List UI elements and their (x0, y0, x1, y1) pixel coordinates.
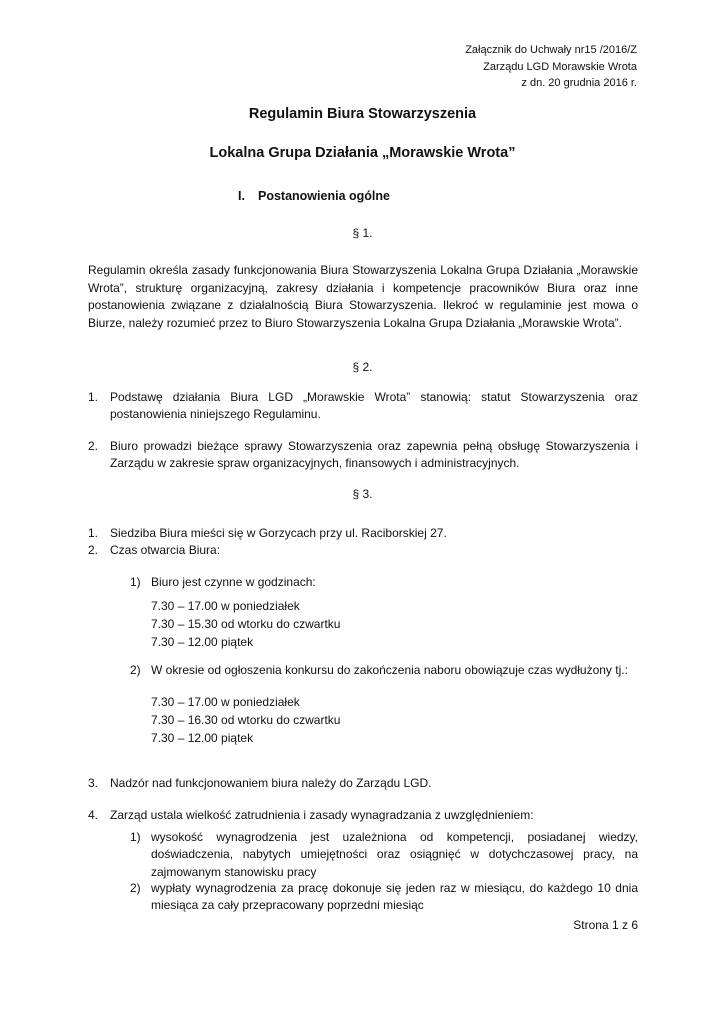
extended-hours-list (151, 693, 340, 747)
hours-line: 7.30 – 12.00 piątek (151, 635, 254, 649)
list-item (88, 389, 638, 424)
item-number: 1. (88, 526, 99, 540)
document-title: Regulamin Biura Stowarzyszenia (248, 106, 477, 122)
sub-item-number: 1) (130, 575, 141, 589)
header-line-3: z dn. 20 grudnia 2016 r. (521, 77, 637, 89)
hours-line: 7.30 – 17.00 w poniedziałek (151, 599, 300, 613)
section-heading (238, 189, 390, 203)
sub-item-text: wypłaty wynagrodzenia za pracę dokonuje się jeden raz w miesiącu, do każdego 10 dnia miesiąca za cały przepracowany poprzedni miesiąc (151, 881, 638, 913)
document-subtitle: Lokalna Grupa Działania „Morawskie Wrota” (209, 145, 516, 161)
sub-item-text: wysokość wynagrodzenia jest uzależniona od kompetencji, posiadanej wiedzy, doświadczenia, nabytych umiejętności oraz osiągnięć w dotychczasowej pracy, na zajmowanym stanowisku pracy (151, 830, 638, 879)
item-text: Zarząd ustala wielkość zatrudnienia i zasady wynagradzania z uwzględnieniem: (110, 808, 534, 822)
item-number: 1. (88, 390, 99, 404)
section-label: Postanowienia ogólne (258, 189, 390, 203)
paragraph-1-heading: § 1. (352, 226, 373, 240)
item-number: 4. (88, 808, 99, 822)
header-line-1: Załącznik do Uchwały nr15 /2016/Z (465, 44, 637, 56)
item-text: Podstawę działania Biura LGD „Morawskie Wrota” stanowią: statut Stowarzyszenia oraz postanowienia niniejszego Regulaminu. (110, 390, 638, 422)
attachment-header (465, 42, 637, 92)
section-number: I. (238, 189, 245, 203)
item-text: Siedziba Biura mieści się w Gorzycach przy ul. Raciborskiej 27. (110, 526, 447, 540)
paragraph-2-heading: § 2. (352, 360, 373, 374)
sub-list-item (130, 662, 638, 679)
item-text: Biuro prowadzi bieżące sprawy Stowarzyszenia oraz zapewnia pełną obsługę Stowarzyszenia i Zarządu w zakresie spraw organizacyjnych, finansowych i administracyjnych. (110, 439, 638, 471)
list-item (88, 775, 638, 792)
opening-hours-list (151, 597, 340, 651)
list-item (88, 525, 638, 542)
item-number: 3. (88, 776, 99, 790)
list-item (88, 807, 638, 824)
page-number: Strona 1 z 6 (573, 918, 638, 932)
sub-list-item (130, 880, 638, 915)
sub-item-text: W okresie od ogłoszenia konkursu do zakończenia naboru obowiązuje czas wydłużony tj.: (151, 663, 628, 677)
paragraph-1-text: Regulamin określa zasady funkcjonowania Biura Stowarzyszenia Lokalna Grupa Działania „Morawskie Wrota”, strukturę organizacyjną, zakresy działania i kompetencje pracowników Biura oraz inne postanowienia związane z działalnością Biura Stowarzyszenia. Ilekroć w regulaminie jest mowa o Biurze, należy rozumieć przez to Biuro Stowarzyszenia Lokalna Grupa Działania „Morawskie Wrota”. (88, 263, 638, 331)
item-number: 2. (88, 439, 99, 453)
item-number: 2. (88, 543, 99, 557)
hours-line: 7.30 – 15.30 od wtorku do czwartku (151, 617, 341, 631)
item-text: Nadzór nad funkcjonowaniem biura należy do Zarządu LGD. (110, 776, 432, 790)
hours-line: 7.30 – 17.00 w poniedziałek (151, 695, 300, 709)
sub-item-number: 2) (130, 663, 141, 677)
hours-line: 7.30 – 16.30 od wtorku do czwartku (151, 713, 341, 727)
list-item (88, 542, 638, 559)
sub-item-number: 2) (130, 881, 141, 895)
sub-list-item (130, 829, 638, 881)
hours-line: 7.30 – 12.00 piątek (151, 731, 254, 745)
paragraph-3-heading: § 3. (352, 487, 373, 501)
sub-item-number: 1) (130, 830, 141, 844)
sub-list-item (130, 574, 638, 591)
header-line-2: Zarządu LGD Morawskie Wrota (483, 60, 637, 73)
item-text: Czas otwarcia Biura: (110, 543, 221, 557)
sub-item-text: Biuro jest czynne w godzinach: (151, 575, 316, 589)
list-item (88, 438, 638, 473)
